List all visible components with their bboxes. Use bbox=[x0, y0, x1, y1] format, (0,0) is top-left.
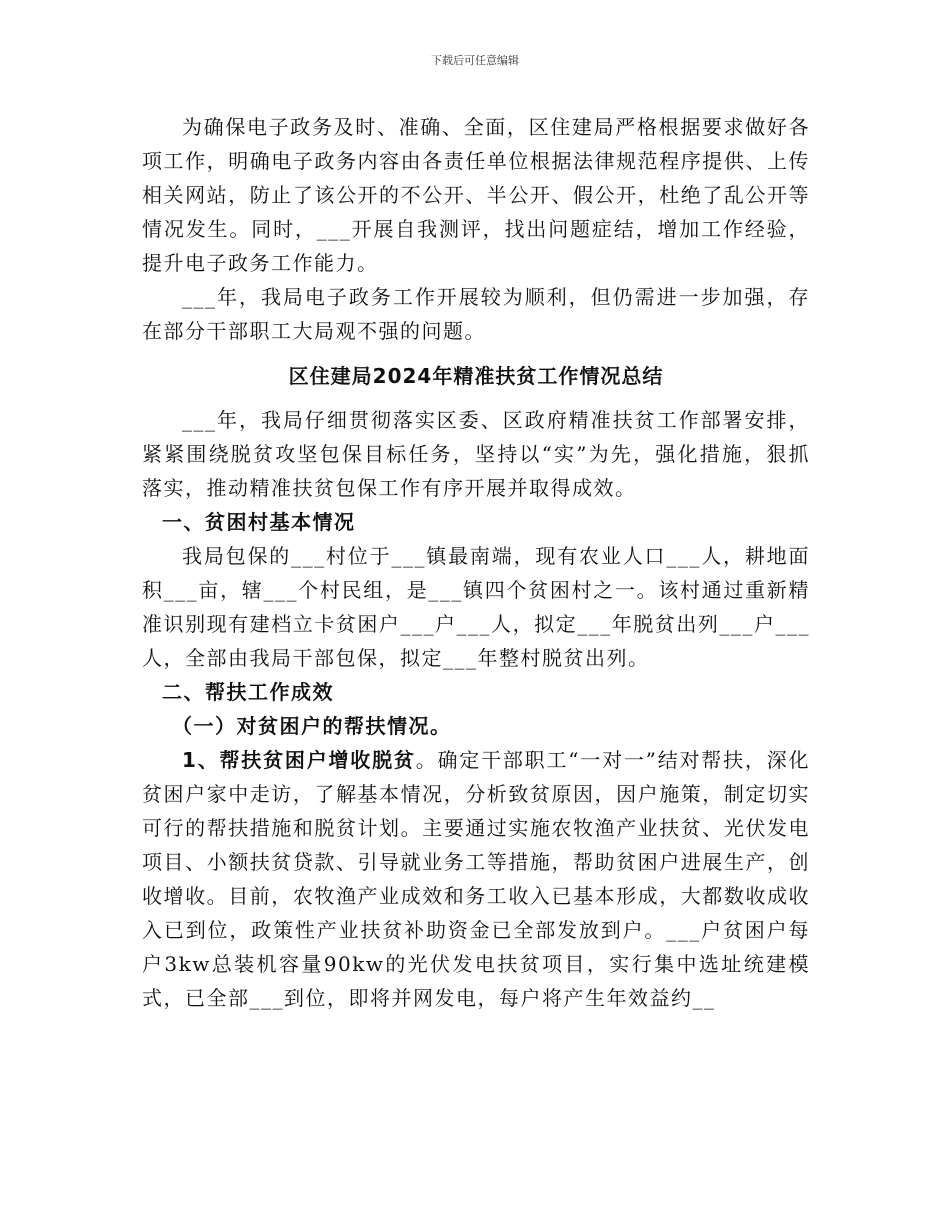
paragraph-lead: 1、帮扶贫困户增收脱贫 bbox=[182, 748, 416, 772]
heading-household-assistance: （一）对贫困户的帮扶情况。 bbox=[172, 714, 452, 738]
paragraph-village-basics: 我局包保的___村位于___镇最南端，现有农业人口___人，耕地面积___亩，辖___个村民组，是___镇四个贫困村之一。该村通过重新精准识别现有建档立卡贫困户___户___人，拟定___年脱贫出列___户___人，全部由我局干部包保，拟定___年整村脱贫出列。 bbox=[142, 544, 810, 670]
page-header: 下载后可任意编辑 bbox=[431, 54, 519, 67]
heading-village-basics: 一、贫困村基本情况 bbox=[162, 510, 356, 534]
paragraph-text: 。确定干部职工“一对一”结对帮扶，深化贫困户家中走访，了解基本情况，分析致贫原因，因户施策，制定切实可行的帮扶措施和脱贫计划。主要通过实施农牧渔产业扶贫、光伏发电项目、小额扶贫贷款、引导就业务工等措施，帮助贫困户进展生产，创收增收。目前，农牧渔产业成效和务工收入已基本形成，大都数收成收入已到位，政策性产业扶贫补助资金已全部发放到户。___户贫困户每户3kw总装机容量90kw的光伏发电扶贫项目，实行集中选址统建模式，已全部___到位，即将并网发电，每户将产生年效益约__ bbox=[142, 748, 810, 1010]
paragraph-intro: ___年，我局仔细贯彻落实区委、区政府精准扶贫工作部署安排，紧紧围绕脱贫攻坚包保目标任务，坚持以“实”为先，强化措施，狠抓落实，推动精准扶贫包保工作有序开展并取得成效。 bbox=[142, 408, 810, 500]
paragraph-household-income bbox=[142, 743, 810, 1015]
paragraph-e-gov-measures: 为确保电子政务及时、准确、全面，区住建局严格根据要求做好各项工作，明确电子政务内容由各责任单位根据法律规范程序提供、上传相关网站，防止了该公开的不公开、半公开、假公开，杜绝了乱公开等情况发生。同时，___开展自我测评，找出问题症结，增加工作经验，提升电子政务工作能力。 bbox=[142, 115, 810, 275]
document-body bbox=[142, 110, 810, 1015]
heading-assistance-results: 二、帮扶工作成效 bbox=[162, 680, 334, 704]
paragraph-e-gov-summary: ___年，我局电子政务工作开展较为顺利，但仍需进一步加强，存在部分干部职工大局观不强的问题。 bbox=[142, 285, 810, 343]
section-title: 区住建局2024年精准扶贫工作情况总结 bbox=[288, 364, 664, 388]
